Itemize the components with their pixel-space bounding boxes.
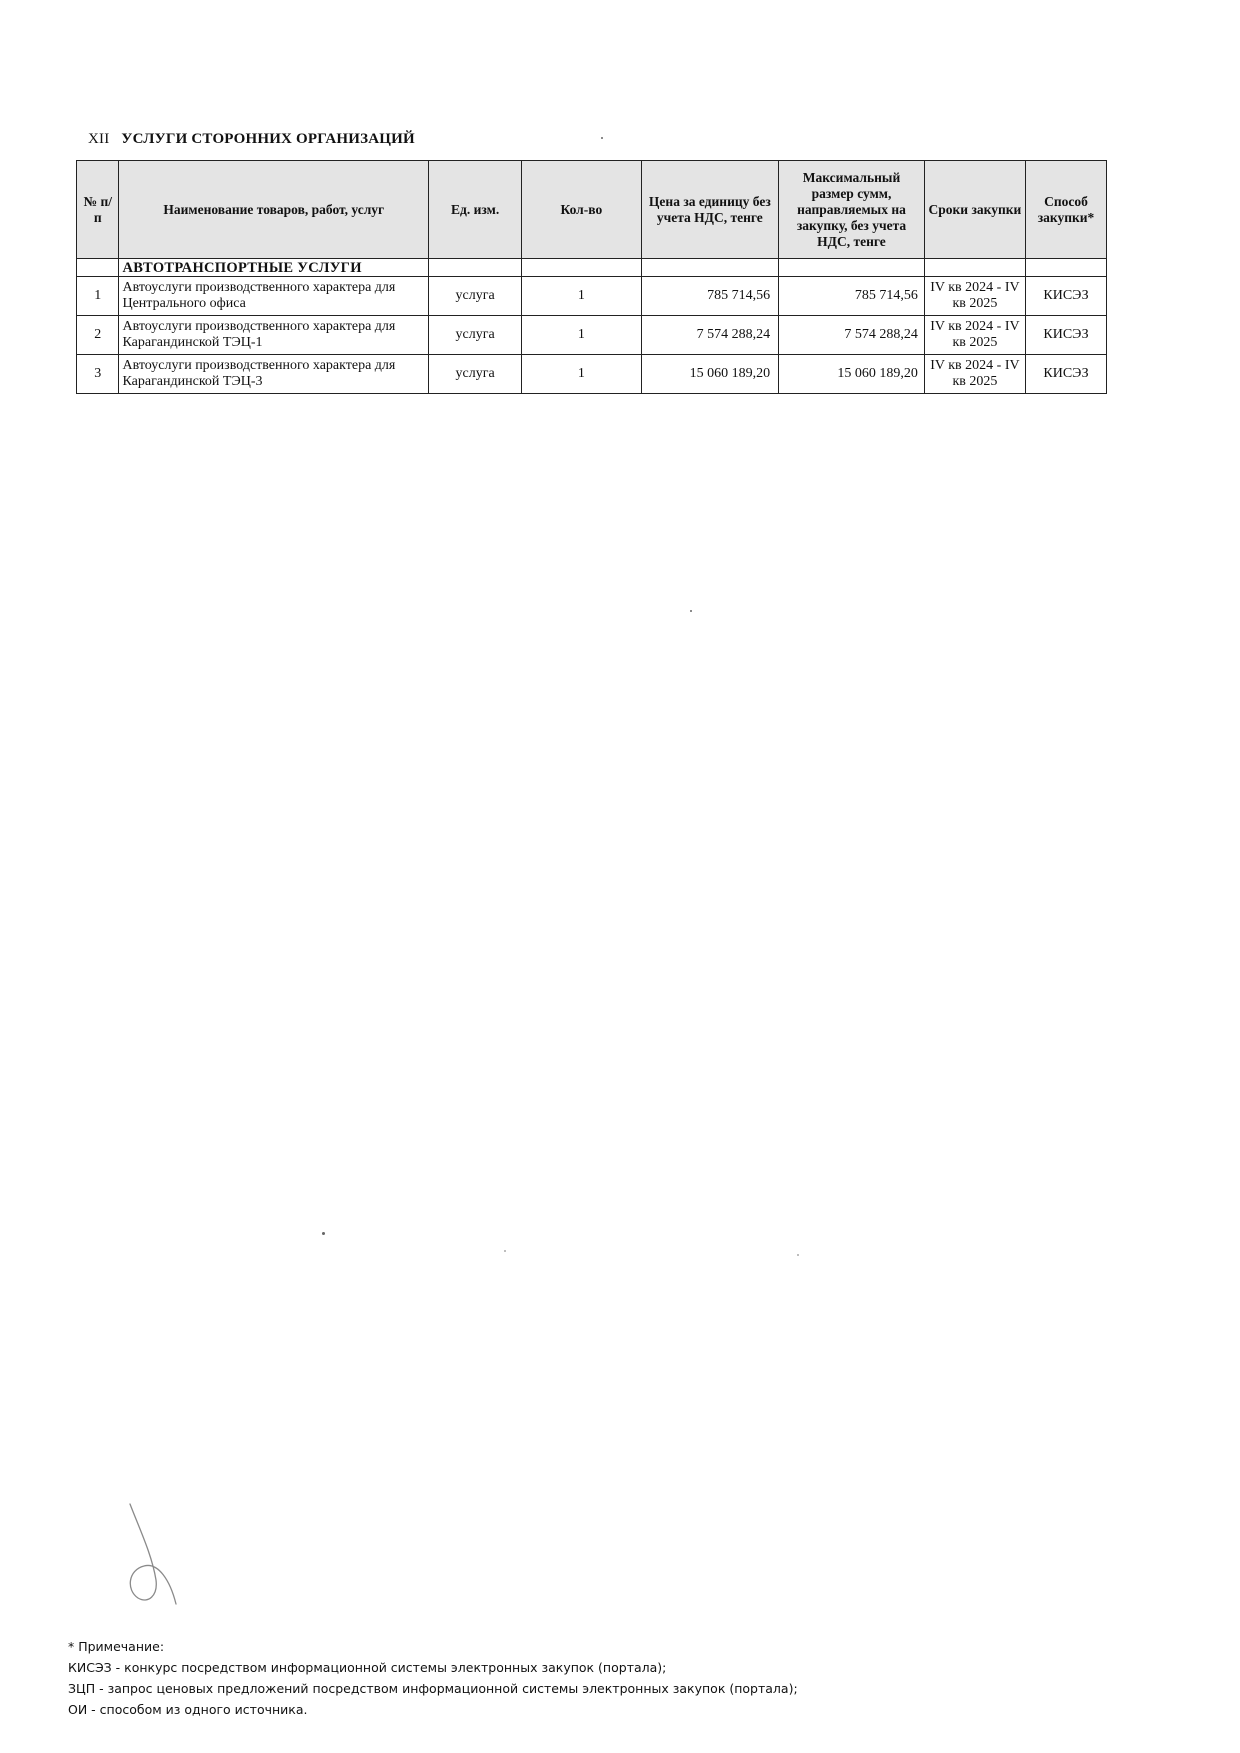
procurement-table <box>76 160 1107 394</box>
cell-name: Автоуслуги производственного характера для Карагандинской ТЭЦ-1 <box>119 316 429 355</box>
cell-unit: услуга <box>429 316 522 355</box>
header-max-sum: Максимальный размер сумм, направляемых на закупку, без учета НДС, тенге <box>779 161 925 259</box>
section-title <box>88 131 415 148</box>
table-header-row <box>77 161 1107 259</box>
group-cell-empty <box>429 259 522 277</box>
footnote <box>68 1636 798 1720</box>
cell-qty: 1 <box>522 355 641 394</box>
cell-method: КИСЭЗ <box>1026 316 1107 355</box>
cell-period: IV кв 2024 - IV кв 2025 <box>924 316 1025 355</box>
cell-method: КИСЭЗ <box>1026 277 1107 316</box>
group-label: АВТОТРАНСПОРТНЫЕ УСЛУГИ <box>119 259 429 277</box>
cell-num: 1 <box>77 277 119 316</box>
cell-num: 2 <box>77 316 119 355</box>
cell-unit: услуга <box>429 355 522 394</box>
footnote-line: КИСЭЗ - конкурс посредством информационной системы электронных закупок (портала); <box>68 1660 667 1675</box>
cell-max-sum: 7 574 288,24 <box>779 316 925 355</box>
header-price: Цена за единицу без учета НДС, тенге <box>641 161 779 259</box>
scan-speck <box>601 137 603 139</box>
scan-speck <box>690 610 692 612</box>
header-qty: Кол-во <box>522 161 641 259</box>
section-number: XII <box>88 131 110 147</box>
signature-mark <box>118 1500 198 1610</box>
group-cell-empty <box>77 259 119 277</box>
header-num: № п/п <box>77 161 119 259</box>
table-row <box>77 277 1107 316</box>
footnote-line: ЗЦП - запрос ценовых предложений посредством информационной системы электронных закупок (портала); <box>68 1681 798 1696</box>
group-cell-empty <box>641 259 779 277</box>
cell-max-sum: 15 060 189,20 <box>779 355 925 394</box>
cell-period: IV кв 2024 - IV кв 2025 <box>924 355 1025 394</box>
table-row <box>77 355 1107 394</box>
header-method: Способ закупки* <box>1026 161 1107 259</box>
header-unit: Ед. изм. <box>429 161 522 259</box>
footnote-line: ОИ - способом из одного источника. <box>68 1702 308 1717</box>
cell-price: 15 060 189,20 <box>641 355 779 394</box>
cell-unit: услуга <box>429 277 522 316</box>
cell-max-sum: 785 714,56 <box>779 277 925 316</box>
cell-price: 7 574 288,24 <box>641 316 779 355</box>
cell-num: 3 <box>77 355 119 394</box>
scan-speck <box>504 1250 506 1252</box>
group-cell-empty <box>924 259 1025 277</box>
section-title-text: УСЛУГИ СТОРОННИХ ОРГАНИЗАЦИЙ <box>121 131 415 147</box>
group-cell-empty <box>522 259 641 277</box>
group-row <box>77 259 1107 277</box>
table-row <box>77 316 1107 355</box>
scan-speck <box>797 1254 799 1256</box>
header-period: Сроки закупки <box>924 161 1025 259</box>
cell-qty: 1 <box>522 316 641 355</box>
header-name: Наименование товаров, работ, услуг <box>119 161 429 259</box>
cell-name: Автоуслуги производственного характера для Карагандинской ТЭЦ-3 <box>119 355 429 394</box>
footnote-heading: * Примечание: <box>68 1639 165 1654</box>
group-cell-empty <box>1026 259 1107 277</box>
cell-price: 785 714,56 <box>641 277 779 316</box>
cell-qty: 1 <box>522 277 641 316</box>
scan-speck <box>322 1232 325 1235</box>
cell-method: КИСЭЗ <box>1026 355 1107 394</box>
cell-period: IV кв 2024 - IV кв 2025 <box>924 277 1025 316</box>
group-cell-empty <box>779 259 925 277</box>
cell-name: Автоуслуги производственного характера для Центрального офиса <box>119 277 429 316</box>
